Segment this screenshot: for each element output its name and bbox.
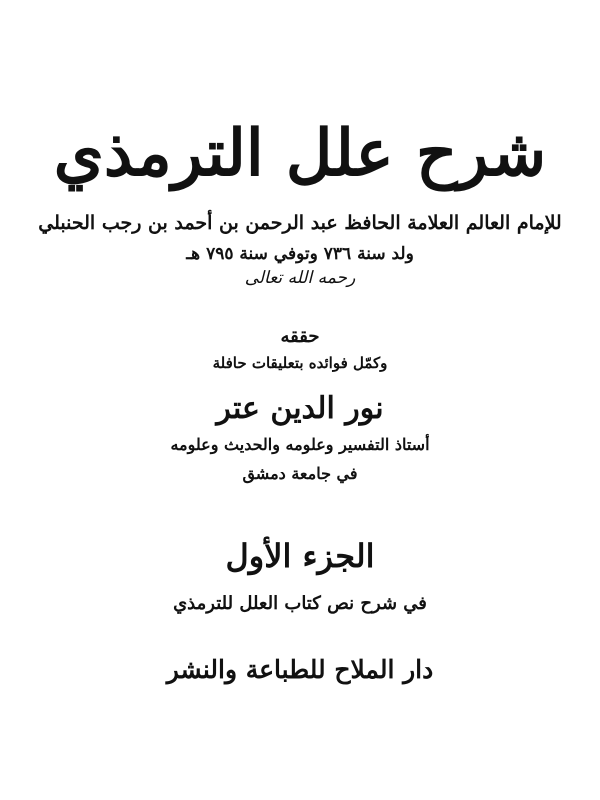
publisher-name: دار الملاح للطباعة والنشر: [166, 655, 434, 684]
volume-subtitle: في شرح نص كتاب العلل للترمذي: [173, 593, 427, 614]
author-dates: ولد سنة ٧٣٦ وتوفي سنة ٧٩٥ هـ: [186, 244, 414, 264]
edited-by-label: حققه: [280, 326, 320, 347]
author-line: للإمام العالم العلامة الحافظ عبد الرحمن بن أحمد بن رجب الحنبلي: [38, 212, 562, 234]
editor-position: أستاذ التفسير وعلومه والحديث وعلومه: [170, 435, 430, 454]
editor-university: في جامعة دمشق: [242, 464, 358, 483]
mercy-phrase: رحمه الله تعالى: [244, 268, 356, 288]
annotations-line: وكمّل فوائده بتعليقات حافلة: [212, 354, 388, 372]
editor-name: نور الدين عتر: [216, 391, 384, 426]
volume-title: الجزء الأول: [225, 537, 375, 575]
book-title: شرح علل الترمذي: [53, 116, 547, 191]
